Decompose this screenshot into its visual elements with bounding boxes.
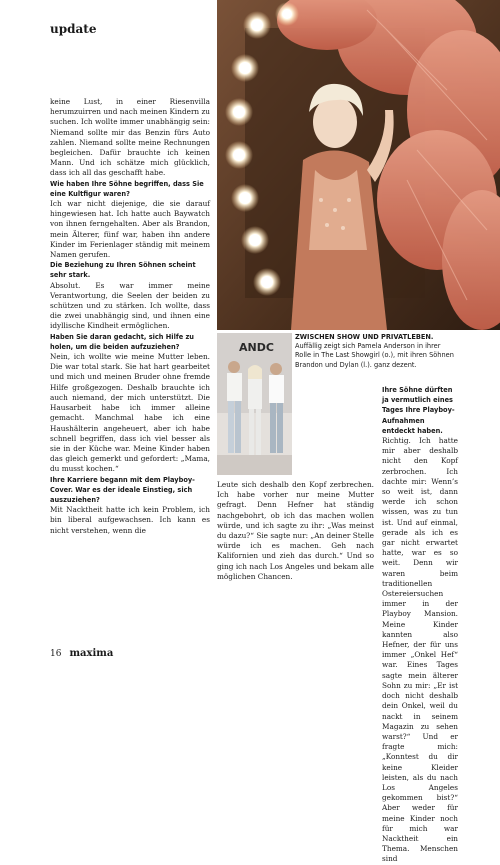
body-paragraph: Mit Nacktheit hatte ich kein Problem, ich bin liberal aufgewachsen. Ich kann es nicht verstehen, wenn die xyxy=(50,505,210,535)
mirror-portrait-photo xyxy=(217,0,500,330)
family-event-photo xyxy=(217,333,292,475)
section-label: update xyxy=(50,22,97,36)
interview-question: Die Beziehung zu Ihren Söhnen scheint sehr stark. xyxy=(50,261,196,280)
caption-body: Auffällig zeigt sich Pamela Anderson in ihrer Rolle in The Last Showgirl (o.), mit ihren Söhnen Brandon und Dylan (l.). ganz dezent. xyxy=(295,342,454,369)
body-paragraph: Richtig. Ich hatte mir aber deshalb nicht den Kopf zerbrochen. Ich dachte mir: Wenn’s so weit ist, dann werde ich schon wissen, was zu tun ist. Und auf einmal, gerade als ich es gar nicht erwartet hatte, war es so weit. Denn wir waren beim traditionellen Ostereiersuchen immer in der Playboy Mansion. Meine Kinder kannten also Hefner, der für uns immer „Onkel Hef“ war. Eines Tages sagte mein älterer Sohn zu mir: „Er ist doch nicht deshalb dein Onkel, weil du nackt in seinem Magazin zu sehen warst?“ Und er fragte mich: „Konntest du dir keine Kleider leisten, als du nach Los Angeles gekommen bist?“ Aber weder für meine Kinder noch für mich war Nacktheit ein Thema. Menschen sind xyxy=(382,436,458,864)
interview-question: Wie haben Ihre Söhne begriffen, dass Sie eine Kultfigur waren? xyxy=(50,179,204,198)
body-paragraph: Nein, ich wollte wie meine Mutter leben. Die war total stark. Sie hat hart gearbeitet und mich und meinen Bruder ohne fremde Hilfe großgezogen. Deshalb brauchte ich auch niemand, der mich unterstützt. Die Hausarbeit habe ich immer alleine gemacht. Manchmal habe ich eine Haushälterin angeheuert, aber ich habe schnell begriffen, dass ich viel besser als sie in der Küche war. Meine Kinder haben das gleich gemerkt und gefordert: „Mama, du musst kochen.“ xyxy=(50,352,210,474)
magazine-brand: maxima xyxy=(69,648,114,659)
photo-caption xyxy=(295,333,455,370)
interview-question: Ihre Söhne dürften ja vermutlich eines Tages Ihre Playboy-Aufnahmen entdeckt haben. xyxy=(382,386,455,435)
page-footer xyxy=(50,648,113,659)
interview-question: Ihre Karriere begann mit dem Playboy-Cover. War es der ideale Einstieg, sich auszuziehen? xyxy=(50,475,195,504)
body-paragraph: keine Lust, in einer Riesenvilla herumzuirren und nach meinen Kindern zu suchen. Ich wollte immer unabhängig sein: Niemand sollte mir das Benzin fürs Auto zahlen. Niemand sollte meine Rechnungen begleichen. Dafür brauchte ich keinen Mann. Und ich schätze mich glücklich, dass ich all das geschafft habe. xyxy=(50,97,210,178)
page-number: 16 xyxy=(50,649,62,659)
body-paragraph: Ich war nicht diejenige, die sie darauf hingewiesen hat. Ich hatte auch Baywatch von ihnen ferngehalten. Aber als Brandon, mein Älterer, fünf war, haben ihn andere Kinder im Ferienlager ständig mit meinem Namen gerufen. xyxy=(50,199,210,260)
backdrop-text: ANDC xyxy=(239,341,274,354)
family-event-illustration xyxy=(217,333,292,475)
article-column-1 xyxy=(50,97,210,536)
article-column-3 xyxy=(382,385,458,865)
body-paragraph: Leute sich deshalb den Kopf zerbrechen. Ich habe vorher nur meine Mutter gefragt. Denn Hefner hat ständig nachgebohrt, ob ich das machen wollen würde, und ich sagte zu ihr: „Was meinst du dazu?“ Sie sagte nur: „An deiner Stelle würde ich es machen. Geh nach Kalifornien und zieh das durch.“ Und so ging ich nach Los Angeles und bekam alle möglichen Chancen. xyxy=(217,480,374,581)
article-column-2 xyxy=(217,480,374,582)
caption-title: ZWISCHEN SHOW UND PRIVATLEBEN. xyxy=(295,333,434,341)
interview-question: Haben Sie daran gedacht, sich Hilfe zu holen, um die beiden aufzuziehen? xyxy=(50,332,194,351)
body-paragraph: Absolut. Es war immer meine Verantwortung, die Seelen der beiden zu schützen und zu stärken. Ich wollte, dass die zwei unabhängig sind, und ihnen eine idyllische Kindheit ermöglichen. xyxy=(50,280,210,331)
mirror-portrait-illustration xyxy=(217,0,500,330)
